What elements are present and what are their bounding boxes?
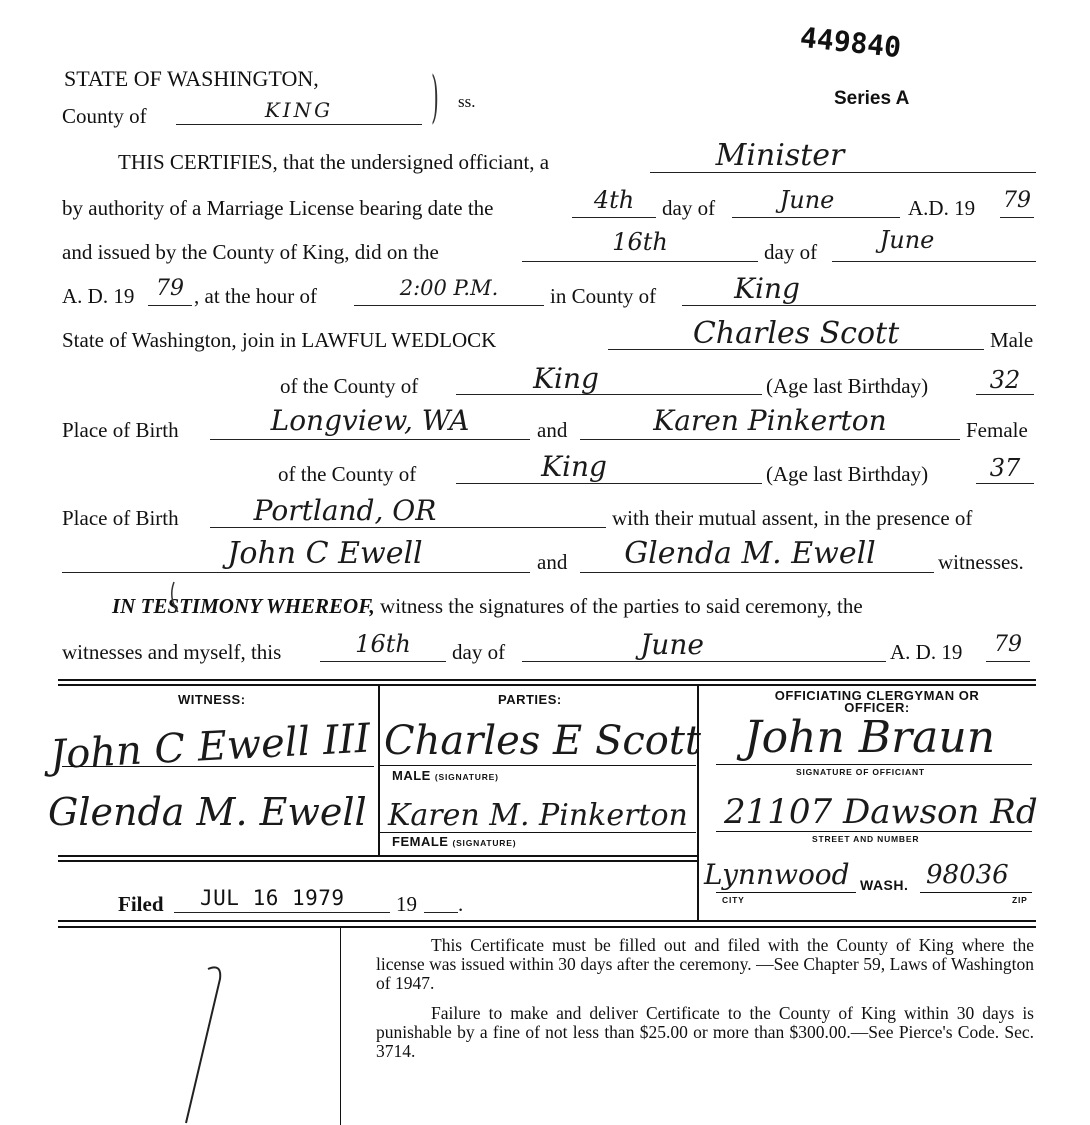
street-line	[716, 831, 1032, 832]
witness1-line	[62, 572, 530, 573]
female-pob-line	[210, 527, 606, 528]
witness2-name: Glenda M. Ewell	[624, 536, 876, 571]
and-2: and	[537, 550, 568, 574]
box-divider-1	[378, 684, 380, 856]
sign-month: June	[640, 628, 704, 661]
male-pob-label: Place of Birth	[62, 418, 179, 442]
female-name-line	[580, 439, 960, 440]
certificate-number: 449840	[798, 20, 903, 65]
female-label: Female	[966, 418, 1028, 442]
city-value: Lynnwood	[704, 858, 850, 891]
male-sig-tag: (SIGNATURE)	[434, 772, 499, 782]
notice-2: Failure to make and deliver Certificate to the County of King within 30 days is punishable by a fine of not less than $25.00 or more than $300.00.—See Pierce's Code. Sec. 3714.	[376, 1003, 1034, 1061]
wedlock-line: State of Washington, join in LAWFUL WEDLOCK	[62, 328, 497, 352]
filed-year-line	[424, 912, 458, 913]
ss-label: ss.	[458, 92, 476, 111]
female-sig-label: FEMALE	[392, 834, 449, 849]
witness-signature-2: Glenda M. Ewell	[48, 790, 367, 834]
witnesses-label: witnesses.	[938, 550, 1024, 574]
marriage-county-line	[682, 305, 1036, 306]
marriage-county: King	[734, 272, 800, 305]
female-county: King	[541, 450, 607, 483]
zip-label: ZIP	[1012, 895, 1028, 905]
female-sig-caption	[392, 833, 516, 851]
license-line-a: by authority of a Marriage License bearing date the	[62, 196, 494, 220]
hour-line	[354, 305, 544, 306]
county-value: KING	[264, 98, 334, 122]
license-line-b: day of	[662, 196, 716, 220]
testimony-rest: witness the signatures of the parties to said ceremony, the	[380, 594, 863, 618]
sign-month-line	[522, 661, 886, 662]
testimony-italic: IN TESTIMONY WHEREOF,	[112, 594, 375, 618]
male-age-line	[976, 394, 1034, 395]
filed-line	[174, 912, 390, 913]
female-sig-tag: (SIGNATURE)	[452, 838, 517, 848]
marriage-day: 16th	[612, 228, 668, 256]
license-month: June	[779, 186, 835, 214]
testimony-line	[112, 594, 863, 619]
officiant-signature: John Braun	[744, 712, 996, 763]
zip-line	[920, 892, 1032, 893]
notice-1: This Certificate must be filled out and filed with the County of King where the license was issued within 30 days after the ceremony. —See Chapter 59, Laws of Washington of 1947.	[376, 935, 1034, 993]
witness2-line	[580, 572, 934, 573]
male-county-label: of the County of	[280, 374, 419, 398]
certifies-prefix: THIS CERTIFIES,	[118, 150, 278, 174]
witness-sig-1-line	[62, 766, 374, 767]
marriage-year-line	[148, 305, 192, 306]
license-year: 79	[1003, 188, 1031, 213]
last-line-a: witnesses and myself, this	[62, 640, 282, 664]
officiant-header-2: OFFICER:	[844, 700, 910, 715]
series-label: Series A	[834, 88, 910, 109]
male-pob-line	[210, 439, 530, 440]
officiant-header	[742, 690, 1012, 714]
box-mid-rule-2	[58, 860, 698, 862]
male-signature: Charles E Scott	[384, 718, 701, 764]
box-top-rule-1	[58, 679, 1036, 681]
street-value: 21107 Dawson Rd	[724, 792, 1038, 832]
license-year-line	[1000, 217, 1034, 218]
wash-label: WASH.	[860, 877, 909, 893]
female-age-line	[976, 483, 1034, 484]
assent-text: with their mutual assent, in the presence of	[612, 506, 973, 530]
sign-year-line	[986, 661, 1030, 662]
license-day-line	[572, 217, 656, 218]
female-name: Karen Pinkerton	[653, 404, 887, 437]
hour-value: 2:00 P.M.	[399, 276, 499, 300]
female-pob: Portland, OR	[253, 494, 437, 527]
issued-line-b: day of	[764, 240, 818, 264]
officiant-sig-label: SIGNATURE OF OFFICIANT	[796, 767, 925, 777]
box-top-rule-2	[58, 684, 1036, 686]
marriage-month: June	[879, 226, 935, 254]
male-county: King	[533, 362, 599, 395]
license-line-c: A.D. 19	[908, 196, 976, 220]
witness-header: WITNESS:	[178, 692, 246, 707]
hour-line-b: , at the hour of	[194, 284, 318, 308]
license-day: 4th	[593, 186, 635, 214]
male-sig-label: MALE	[392, 768, 431, 783]
male-sig-line	[380, 765, 696, 766]
sign-year: 79	[994, 632, 1022, 657]
county-line	[176, 124, 422, 125]
filed-19: 19	[396, 892, 417, 916]
street-label: STREET AND NUMBER	[812, 834, 920, 844]
marriage-year: 79	[156, 276, 184, 301]
male-pob: Longview, WA	[270, 404, 470, 437]
marriage-day-line	[522, 261, 758, 262]
filed-period: .	[458, 892, 464, 916]
male-label: Male	[990, 328, 1034, 352]
box-bottom-rule-1	[58, 920, 1036, 922]
city-line	[716, 892, 856, 893]
officiant-sig-line	[716, 764, 1032, 765]
parties-header: PARTIES:	[498, 692, 562, 707]
notice-divider	[340, 928, 341, 1125]
witness-signature-1: John C Ewell III	[49, 715, 372, 779]
witness1-name: John C Ewell	[227, 536, 423, 571]
zip-value: 98036	[926, 860, 1009, 890]
male-name: Charles Scott	[692, 316, 900, 351]
female-county-line	[456, 483, 762, 484]
sign-day: 16th	[355, 630, 411, 658]
sign-day-line	[320, 661, 446, 662]
last-line-b: day of	[452, 640, 506, 664]
last-line-c: A. D. 19	[890, 640, 963, 664]
box-bottom-rule-2	[58, 926, 1036, 928]
county-label: County of	[62, 104, 147, 128]
filed-label: Filed	[118, 892, 164, 916]
officiant-title: Minister	[715, 138, 845, 173]
officiant-header-1: OFFICIATING CLERGYMAN OR	[774, 688, 980, 703]
license-month-line	[732, 217, 900, 218]
hour-line-c: in County of	[550, 284, 657, 308]
female-age-label: (Age last Birthday)	[766, 462, 929, 486]
pen-stroke-mark	[170, 955, 240, 1125]
state-heading: STATE OF WASHINGTON,	[64, 66, 319, 91]
hour-line-a: A. D. 19	[62, 284, 135, 308]
female-county-label: of the County of	[278, 462, 417, 486]
issued-line-a: and issued by the County of King, did on the	[62, 240, 439, 264]
brace: )	[431, 65, 439, 130]
certifies-line	[118, 150, 549, 175]
male-age-label: (Age last Birthday)	[766, 374, 929, 398]
city-label: CITY	[722, 895, 745, 905]
pen-tick-mark	[160, 578, 200, 618]
certifies-rest: that the undersigned officiant, a	[283, 150, 550, 174]
box-mid-rule-1	[58, 855, 698, 857]
female-pob-label: Place of Birth	[62, 506, 179, 530]
and-1: and	[537, 418, 568, 442]
marriage-month-line	[832, 261, 1036, 262]
filed-stamp: JUL 16 1979	[200, 886, 345, 910]
female-signature: Karen M. Pinkerton	[388, 798, 688, 833]
female-age: 37	[989, 454, 1021, 482]
male-age: 32	[989, 366, 1021, 394]
male-sig-caption	[392, 767, 499, 785]
